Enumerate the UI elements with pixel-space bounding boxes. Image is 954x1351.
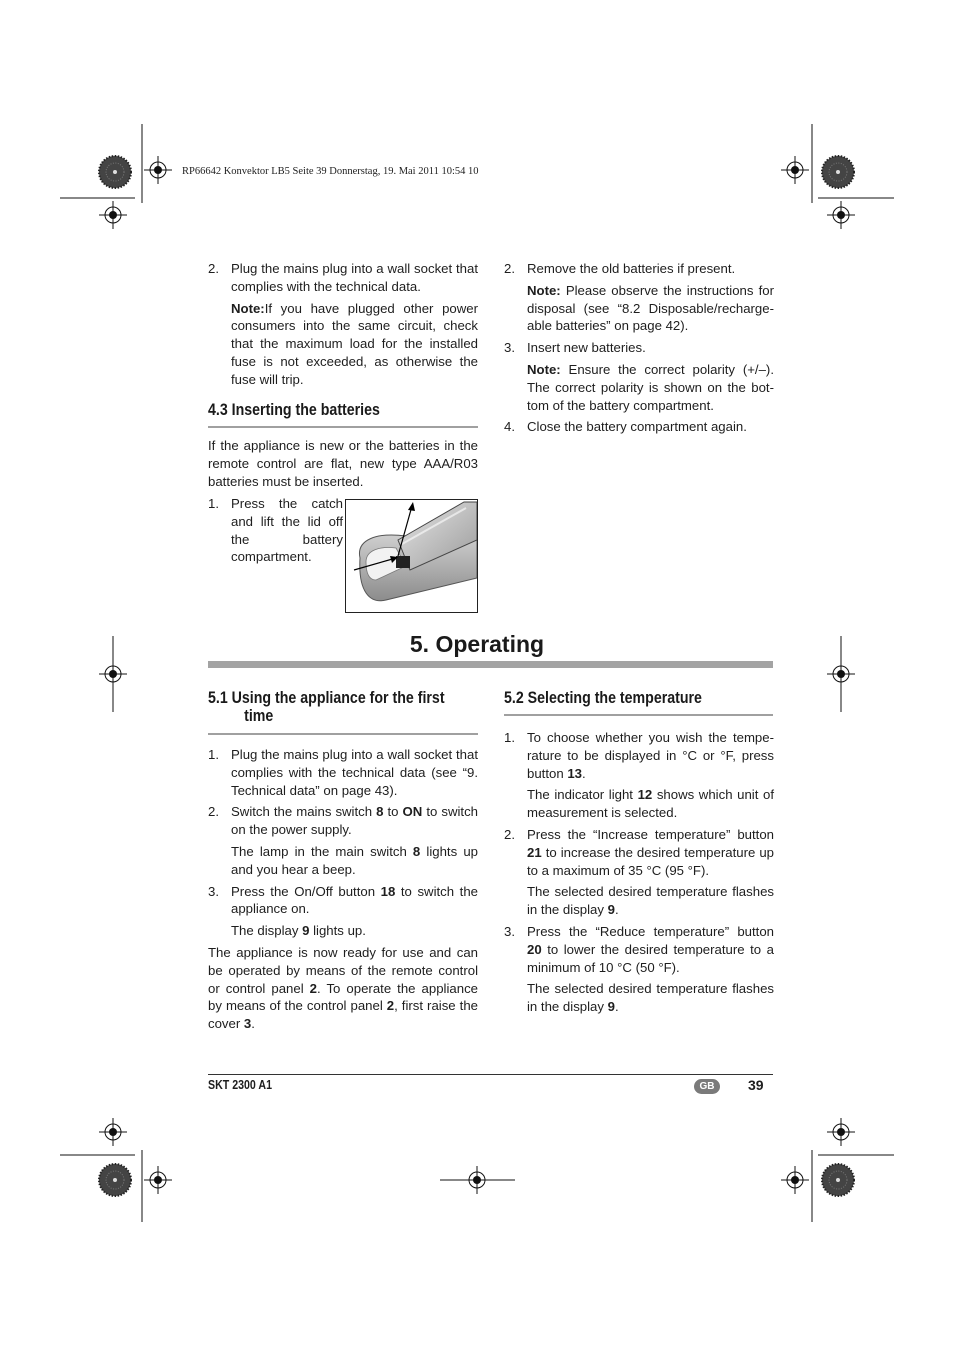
sub-paragraph	[504, 980, 774, 1016]
list-item	[504, 826, 774, 879]
list-number: 3.	[504, 340, 515, 356]
list-item	[504, 339, 774, 357]
left-column-top	[208, 260, 478, 393]
footer-model: SKT 2300 A1	[208, 1078, 272, 1092]
text: To choose whether you wish the tempe-rature to be displayed in °C or °F, press button	[527, 730, 774, 781]
text: . To operate the appliance by means of the control panel	[208, 980, 478, 1014]
section-heading-line: 5.1 Using the appliance for the first	[208, 689, 445, 707]
crosshair-icon	[144, 156, 172, 184]
note	[504, 282, 774, 335]
text: to switch on the power supply.	[231, 804, 478, 838]
ref-number: 9	[302, 923, 310, 939]
section-5-2-body	[504, 729, 774, 1020]
list-text: Press the catch and lift the lid off the battery compartment.	[231, 496, 343, 565]
section-heading: 5.2 Selecting the temperature	[504, 689, 702, 707]
list-number: 2.	[208, 804, 219, 820]
remote-control-illustration	[346, 500, 477, 612]
list-text: Close the battery compartment again.	[527, 419, 747, 435]
list-number: 2.	[504, 261, 515, 276]
list-item	[504, 923, 774, 976]
text: to	[383, 804, 403, 820]
chapter-title: 5. Operating	[409, 631, 545, 657]
ref-number: 13	[567, 765, 583, 781]
list-number: 1.	[208, 747, 219, 762]
text: lights up and you hear a beep.	[231, 843, 478, 877]
list-item	[504, 418, 774, 436]
text: .	[582, 765, 586, 781]
paragraph	[208, 944, 478, 1033]
ref-number: 18	[380, 883, 396, 899]
text: .	[614, 902, 619, 918]
star-target-icon	[99, 156, 131, 188]
note-text: Please observe the instructions for disposal (see “8.2 Disposable/recharge-able batteries” on page 42).	[527, 282, 774, 334]
chapter-rule	[208, 661, 773, 668]
note	[504, 361, 774, 414]
ref-number: 8	[376, 804, 384, 820]
text: lights up.	[309, 923, 366, 939]
list-item	[208, 746, 478, 799]
list-text: Remove the old batteries if present.	[527, 261, 736, 276]
section-rule	[208, 426, 478, 428]
ref-number: 8	[412, 843, 421, 859]
text: shows which unit of measurement is selected.	[527, 787, 774, 821]
ref-number: 21	[527, 844, 542, 860]
list-number: 3.	[504, 923, 515, 939]
ref-number: 12	[637, 787, 653, 803]
crosshair-icon	[827, 201, 855, 229]
text: to switch the appliance on.	[231, 883, 478, 917]
list-text: Insert new batteries.	[527, 340, 646, 356]
ref-number: 3	[243, 1016, 252, 1032]
paragraph: If the appliance is new or the batteries in the remote control are flat, new type AAA/R03 batteries must be inserted.	[208, 438, 478, 489]
note-label: Note:	[527, 361, 561, 377]
ref-number: 2	[309, 980, 318, 996]
list-item	[208, 883, 478, 919]
list-text: Plug the mains plug into a wall socket that complies with the technical data.	[231, 261, 478, 294]
list-item	[208, 260, 478, 296]
crosshair-icon	[781, 156, 809, 184]
text: The appliance is now ready for use and can be operated by means of the remote control or control panel	[208, 944, 478, 996]
list-number: 4.	[504, 419, 515, 435]
list-item	[208, 495, 343, 566]
list-number: 2.	[208, 261, 219, 276]
remote-control-battery-figure	[345, 499, 478, 613]
ref-label: ON	[402, 804, 423, 820]
language-badge: GB	[694, 1079, 720, 1094]
crosshair-icon	[781, 1166, 809, 1194]
list-number: 3.	[208, 883, 219, 899]
section-4-3-body	[208, 437, 478, 494]
note-text: Ensure the correct polarity (+/–). The correct polarity is shown on the bot-tom of the battery compartment.	[527, 361, 774, 413]
text: The indicator light	[527, 787, 638, 803]
right-column-top	[504, 260, 774, 440]
list-item	[504, 260, 774, 278]
text: to lower the desired temperature to a minimum of 10 °C (50 °F).	[527, 941, 774, 975]
sub-paragraph	[208, 922, 478, 940]
ref-number: 9	[607, 902, 615, 918]
note-text: If you have plugged other power consumers into the same circuit, check that the maximum load for the installed fuse is not exceeded, as otherwise the fuse will trip.	[231, 300, 478, 387]
ref-number: 2	[386, 998, 395, 1014]
sub-paragraph	[504, 786, 774, 822]
text: Press the On/Off button	[231, 883, 381, 899]
sub-paragraph	[504, 883, 774, 919]
star-target-icon	[822, 1164, 854, 1196]
text: Press the “Increase temperature” button	[527, 826, 774, 842]
note	[208, 300, 478, 389]
list-item	[504, 729, 774, 782]
crosshair-icon	[144, 1166, 172, 1194]
text: The selected desired temperature flashes in the display	[527, 981, 774, 1015]
section-heading	[208, 689, 445, 725]
text: Switch the mains switch	[231, 804, 377, 820]
note-label: Note:	[231, 300, 265, 316]
footer-rule	[208, 1074, 773, 1075]
crosshair-icon	[99, 1118, 127, 1146]
list-text: Plug the mains plug into a wall socket that complies with the technical data (see “9. Technical data” on page 43).	[231, 747, 478, 798]
section-5-1-body	[208, 746, 478, 1037]
note-label: Note:	[527, 282, 561, 298]
text: The selected desired temperature flashes in the display	[527, 884, 774, 918]
list-number: 1.	[504, 730, 515, 745]
text: Press the “Reduce temperature” button	[527, 923, 774, 939]
text: The display	[231, 923, 303, 939]
text: .	[614, 999, 619, 1015]
list-number: 1.	[208, 496, 219, 511]
print-header: RP66642 Konvektor LB5 Seite 39 Donnerstag, 19. Mai 2011 10:54 10	[182, 166, 479, 177]
section-rule	[504, 714, 773, 716]
text: .	[251, 1016, 255, 1032]
text: to increase the desired temperature up to a maximum of 35 °C (95 °F).	[527, 844, 774, 878]
star-target-icon	[99, 1164, 131, 1196]
section-heading-line: time	[244, 707, 274, 725]
section-rule	[208, 733, 478, 735]
section-heading: 4.3 Inserting the batteries	[208, 401, 380, 419]
ref-number: 9	[607, 999, 615, 1015]
star-target-icon	[822, 156, 854, 188]
section-4-3-step	[208, 495, 343, 570]
text: , first raise the cover	[208, 998, 478, 1032]
page-number: 39	[748, 1077, 764, 1093]
ref-number: 20	[527, 941, 542, 957]
list-number: 2.	[504, 826, 515, 842]
crosshair-icon	[99, 201, 127, 229]
crosshair-icon	[827, 1118, 855, 1146]
sub-paragraph	[208, 843, 478, 879]
list-item	[208, 803, 478, 839]
text: The lamp in the main switch	[231, 843, 413, 859]
